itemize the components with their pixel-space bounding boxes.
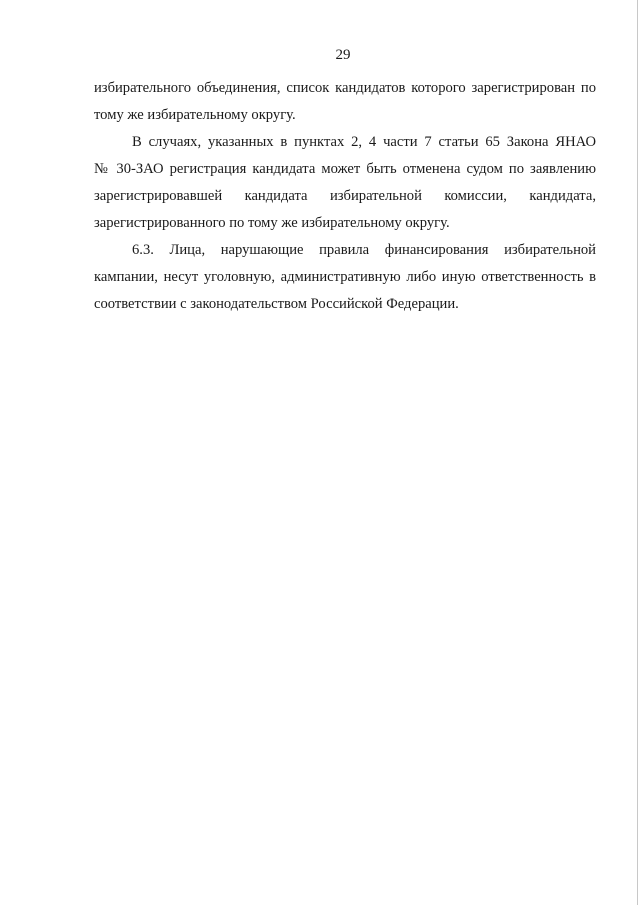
text-line: зарегистрировавшей кандидата избирательной комиссии, кандидата, xyxy=(94,188,596,204)
text-line: соответствии с законодательством Российской Федерации. xyxy=(94,296,459,312)
text-line: 6.3. Лица, нарушающие правила финансирования избирательной xyxy=(132,242,596,258)
text-line: избирательного объединения, список кандидатов которого зарегистрирован по xyxy=(94,80,596,96)
text-line: зарегистрированного по тому же избирательному округу. xyxy=(94,215,450,231)
text-line: тому же избирательному округу. xyxy=(94,107,296,123)
text-line: № 30-ЗАО регистрация кандидата может быть отменена судом по заявлению xyxy=(94,161,596,177)
page-number: 29 xyxy=(335,47,351,63)
body-text xyxy=(94,75,596,318)
scan-edge-line xyxy=(637,0,638,905)
text-line: кампании, несут уголовную, административную либо иную ответственность в xyxy=(94,269,596,285)
text-line: В случаях, указанных в пунктах 2, 4 части 7 статьи 65 Закона ЯНАО xyxy=(132,134,596,150)
paragraph-registration-cancel xyxy=(94,129,596,237)
paragraph-continuation xyxy=(94,75,596,129)
paragraph-6-3 xyxy=(94,237,596,318)
